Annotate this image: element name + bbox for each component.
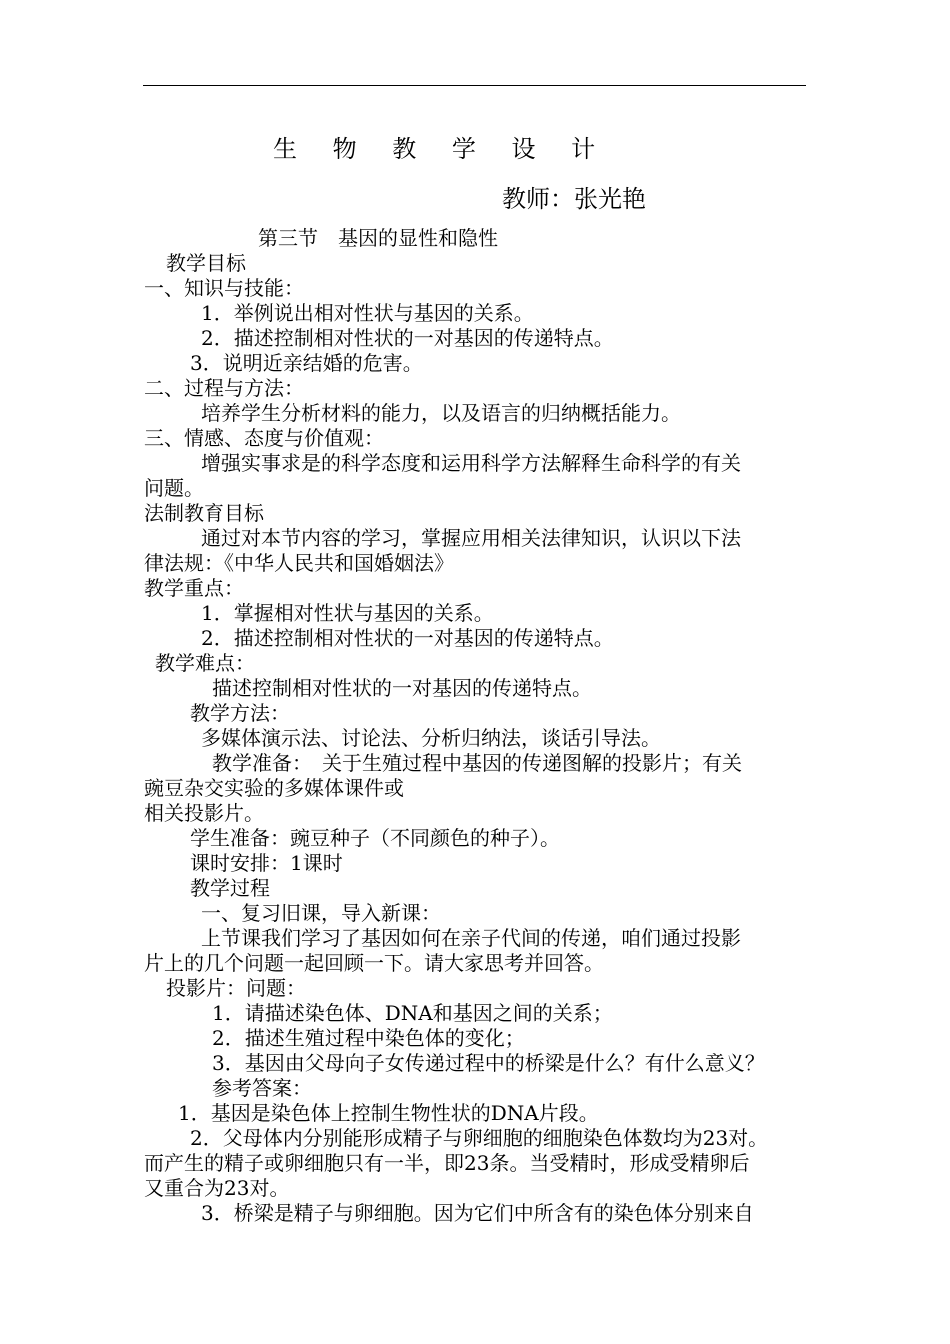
text-line: 教学重点： (144, 576, 244, 600)
text-line: 课时安排：1课时 (190, 851, 343, 875)
text-line: 通过对本节内容的学习，掌握应用相关法律知识，认识以下法 (201, 526, 741, 550)
text-line: 三、情感、态度与价值观： (144, 426, 384, 450)
text-line: 2．描述控制相对性状的一对基因的传递特点。 (201, 626, 614, 650)
text-line: 律法规：《中华人民共和国婚姻法》 (144, 551, 454, 575)
text-line: 投影片：问题： (166, 976, 306, 1000)
text-line: 1．举例说出相对性状与基因的关系。 (201, 301, 534, 325)
text-line: 多媒体演示法、讨论法、分析归纳法，谈话引导法。 (201, 726, 661, 750)
text-line: 3．桥梁是精子与卵细胞。因为它们中所含有的染色体分别来自 (201, 1201, 754, 1225)
text-line: 1．请描述染色体、DNA和基因之间的关系； (212, 1001, 613, 1025)
text-line: 又重合为23对。 (144, 1176, 290, 1200)
text-line: 而产生的精子或卵细胞只有一半，即23条。当受精时，形成受精卵后 (144, 1151, 750, 1175)
text-line: 3．基因由父母向子女传递过程中的桥梁是什么？有什么意义？ (212, 1051, 765, 1075)
text-line: 问题。 (144, 476, 204, 500)
text-line: 一、知识与技能： (144, 276, 304, 300)
text-line: 上节课我们学习了基因如何在亲子代间的传递，咱们通过投影 (201, 926, 741, 950)
header-rule (143, 85, 806, 86)
text-line: 相关投影片。 (144, 801, 264, 825)
text-line: 教学目标 (166, 251, 246, 275)
text-line: 培养学生分析材料的能力，以及语言的归纳概括能力。 (201, 401, 681, 425)
text-line: 2．描述生殖过程中染色体的变化； (212, 1026, 525, 1050)
text-line: 描述控制相对性状的一对基因的传递特点。 (212, 676, 592, 700)
text-line: 3．说明近亲结婚的危害。 (190, 351, 423, 375)
section-heading: 第三节 基因的显性和隐性 (258, 226, 498, 250)
text-line: 教学方法： (190, 701, 290, 725)
text-line: 一、复习旧课，导入新课： (201, 901, 441, 925)
doc-title: 生 物 教 学 设 计 (273, 135, 610, 163)
text-line: 2．父母体内分别能形成精子与卵细胞的细胞染色体数均为23对。 (190, 1126, 769, 1150)
text-line: 1．掌握相对性状与基因的关系。 (201, 601, 494, 625)
text-line: 学生准备：豌豆种子（不同颜色的种子）。 (190, 826, 560, 850)
text-line: 1．基因是染色体上控制生物性状的DNA片段。 (178, 1101, 599, 1125)
text-line: 参考答案： (212, 1076, 312, 1100)
text-line: 2．描述控制相对性状的一对基因的传递特点。 (201, 326, 614, 350)
text-line: 增强实事求是的科学态度和运用科学方法解释生命科学的有关 (201, 451, 741, 475)
text-line: 教学过程 (190, 876, 270, 900)
text-line: 豌豆杂交实验的多媒体课件或 (144, 776, 404, 800)
text-line: 教学难点： (155, 651, 255, 675)
text-line: 教学准备： 关于生殖过程中基因的传递图解的投影片；有关 (212, 751, 742, 775)
text-line: 法制教育目标 (144, 501, 264, 525)
text-line: 片上的几个问题一起回顾一下。请大家思考并回答。 (144, 951, 604, 975)
text-line: 二、过程与方法： (144, 376, 304, 400)
teacher-name: 教师：张光艳 (502, 185, 646, 213)
